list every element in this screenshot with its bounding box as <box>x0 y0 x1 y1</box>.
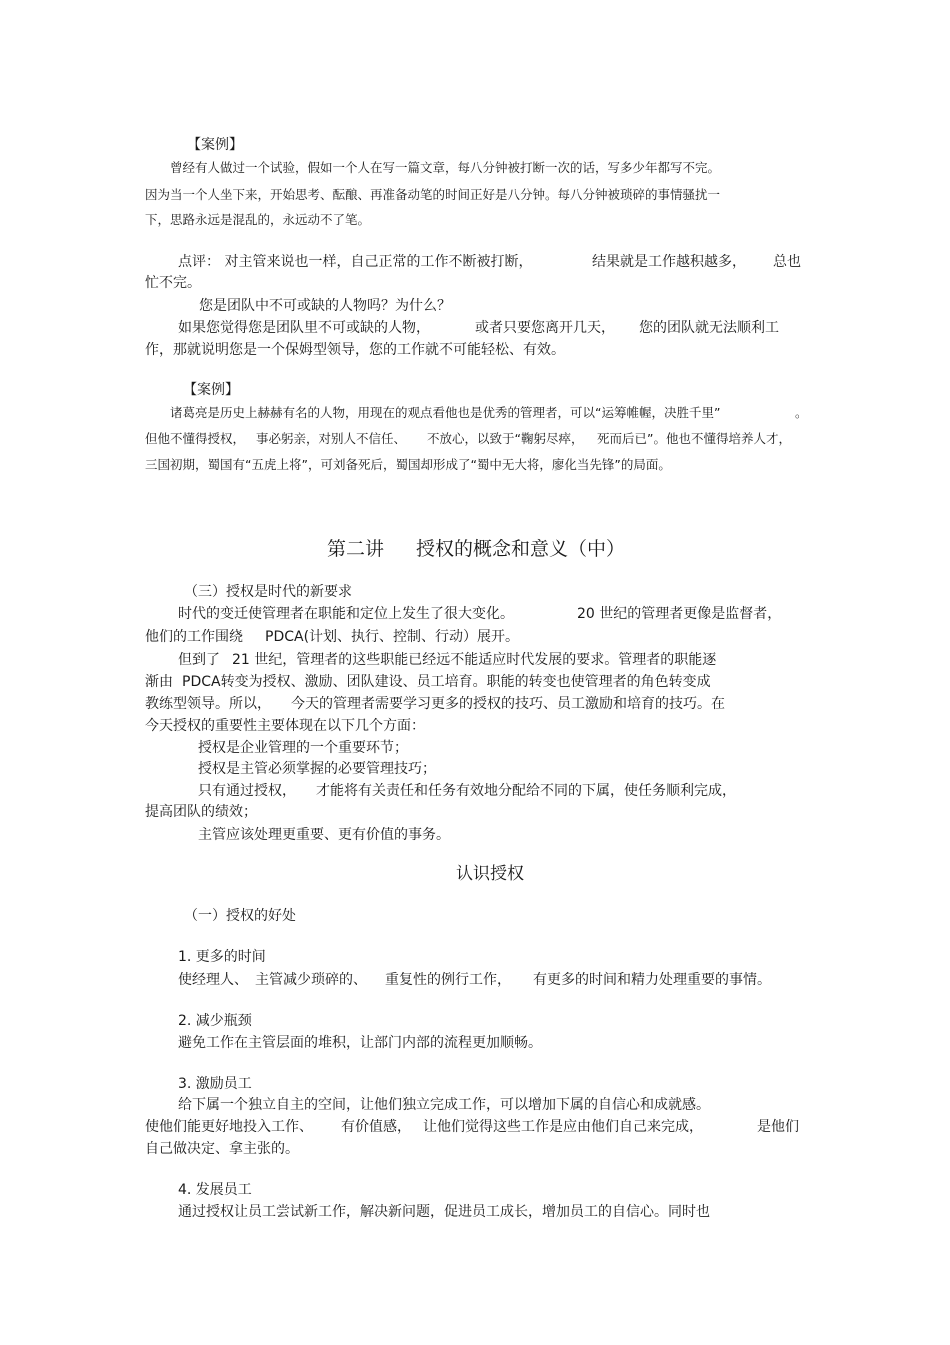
item-title: 2. 减少瓶颈 <box>178 1013 252 1029</box>
lecture-title: 授权的概念和意义（中） <box>416 538 626 560</box>
item-title: 1. 更多的时间 <box>178 949 266 965</box>
item-text: 给下属一个独立自主的空间，让他们独立完成工作，可以增加下属的自信心和成就感。 <box>178 1097 710 1113</box>
lecture-number: 第二讲 <box>327 538 385 560</box>
item-title: 3. 激励员工 <box>178 1076 252 1092</box>
bullet-line: 授权是主管必须掌握的必要管理技巧； <box>198 761 436 777</box>
body-line: 他们的工作围绕 <box>145 629 243 645</box>
comment-line: 结果就是工作越积越多， <box>592 254 746 270</box>
body-line: 20 世纪的管理者更像是监督者， <box>577 606 782 622</box>
body-line: 渐由 <box>145 674 173 690</box>
subsection-title: 认识授权 <box>456 864 524 884</box>
item-text: 通过授权让员工尝试新工作，解决新问题，促进员工成长，增加员工的自信心。同时也 <box>178 1204 710 1220</box>
case-text-line: 死而后已”。他也不懂得培养人才， <box>597 431 791 446</box>
item-text: 有价值感， <box>341 1119 411 1135</box>
case-text-line: 事必躬亲，对别人不信任、 <box>256 431 407 446</box>
item-text: 让他们觉得这些工作是应由他们自己来完成， <box>423 1119 703 1135</box>
body-line: 今天的管理者需要学习更多的授权的技巧、员工激励和培育的技巧。在 <box>291 696 725 712</box>
case-text-line: 不放心，以致于“鞠躬尽瘁， <box>427 431 584 446</box>
answer-line: 或者只要您离开几天， <box>475 320 615 336</box>
case-text-line: 诸葛亮是历史上赫赫有名的人物，用现在的观点看他也是优秀的管理者，可以“运筹帷幄，决胜千里” <box>170 405 721 420</box>
comment-line: 总也 <box>773 254 801 270</box>
case-text-line: 因为当一个人坐下来，开始思考、酝酿、再准备动笔的时间正好是八分钟。每八分钟被琐碎的事情骚扰一 <box>145 187 721 202</box>
body-line: PDCA转变为授权、激励、团队建设、员工培育。职能的转变也使管理者的角色转变成 <box>182 674 711 690</box>
item-text: 主管减少琐碎的、 <box>255 972 367 988</box>
answer-line: 作，那就说明您是一个保姆型领导，您的工作就不可能轻松、有效。 <box>145 342 565 358</box>
bullet-line: 只有通过授权， <box>198 783 296 799</box>
case-text-line: 但他不懂得授权， <box>145 431 246 446</box>
answer-line: 如果您觉得您是团队里不可或缺的人物， <box>178 320 430 336</box>
bullet-line: 才能将有关责任和任务有效地分配给不同的下属，使任务顺利完成， <box>316 783 736 799</box>
case-text-line: 三国初期，蜀国有“五虎上将”，可刘备死后，蜀国却形成了“蜀中无大将，廖化当先锋”的局面。 <box>145 457 671 472</box>
item-title: 4. 发展员工 <box>178 1182 252 1198</box>
item-text: 重复性的例行工作， <box>385 972 511 988</box>
body-line: 时代的变迁使管理者在职能和定位上发生了很大变化。 <box>178 606 514 622</box>
comment-line: 忙不完。 <box>145 275 201 291</box>
item-text: 是他们 <box>757 1119 799 1135</box>
case-text-line: 。 <box>795 405 808 420</box>
body-line: PDCA(计划、执行、控制、行动）展开。 <box>265 629 520 645</box>
bullet-line: 提高团队的绩效； <box>145 804 257 820</box>
section-heading: （一）授权的好处 <box>184 908 296 924</box>
case-heading: 【案例】 <box>187 137 243 153</box>
body-line: 但到了 <box>178 652 220 668</box>
item-text: 避免工作在主管层面的堆积，让部门内部的流程更加顺畅。 <box>178 1035 542 1051</box>
item-text: 使经理人、 <box>178 972 248 988</box>
item-text: 有更多的时间和精力处理重要的事情。 <box>533 972 771 988</box>
answer-line: 您的团队就无法顺利工 <box>639 320 779 336</box>
case-text-line: 下，思路永远是混乱的，永远动不了笔。 <box>145 212 371 227</box>
item-text: 自己做决定、拿主张的。 <box>145 1141 299 1157</box>
body-line: 21 世纪，管理者的这些职能已经远不能适应时代发展的要求。管理者的职能逐 <box>232 652 717 668</box>
case-heading: 【案例】 <box>183 382 239 398</box>
bullet-line: 授权是企业管理的一个重要环节； <box>198 740 408 756</box>
body-line: 教练型领导。所以， <box>145 696 271 712</box>
body-line: 今天授权的重要性主要体现在以下几个方面： <box>145 718 425 734</box>
comment-line: 点评： 对主管来说也一样，自己正常的工作不断被打断， <box>178 254 533 270</box>
question-line: 您是团队中不可或缺的人物吗？为什么？ <box>199 298 451 314</box>
case-text-line: 曾经有人做过一个试验，假如一个人在写一篇文章，每八分钟被打断一次的话，写多少年都写不完。 <box>170 160 721 175</box>
section-heading: （三）授权是时代的新要求 <box>184 584 352 600</box>
item-text: 使他们能更好地投入工作、 <box>145 1119 313 1135</box>
bullet-line: 主管应该处理更重要、更有价值的事务。 <box>198 827 450 843</box>
